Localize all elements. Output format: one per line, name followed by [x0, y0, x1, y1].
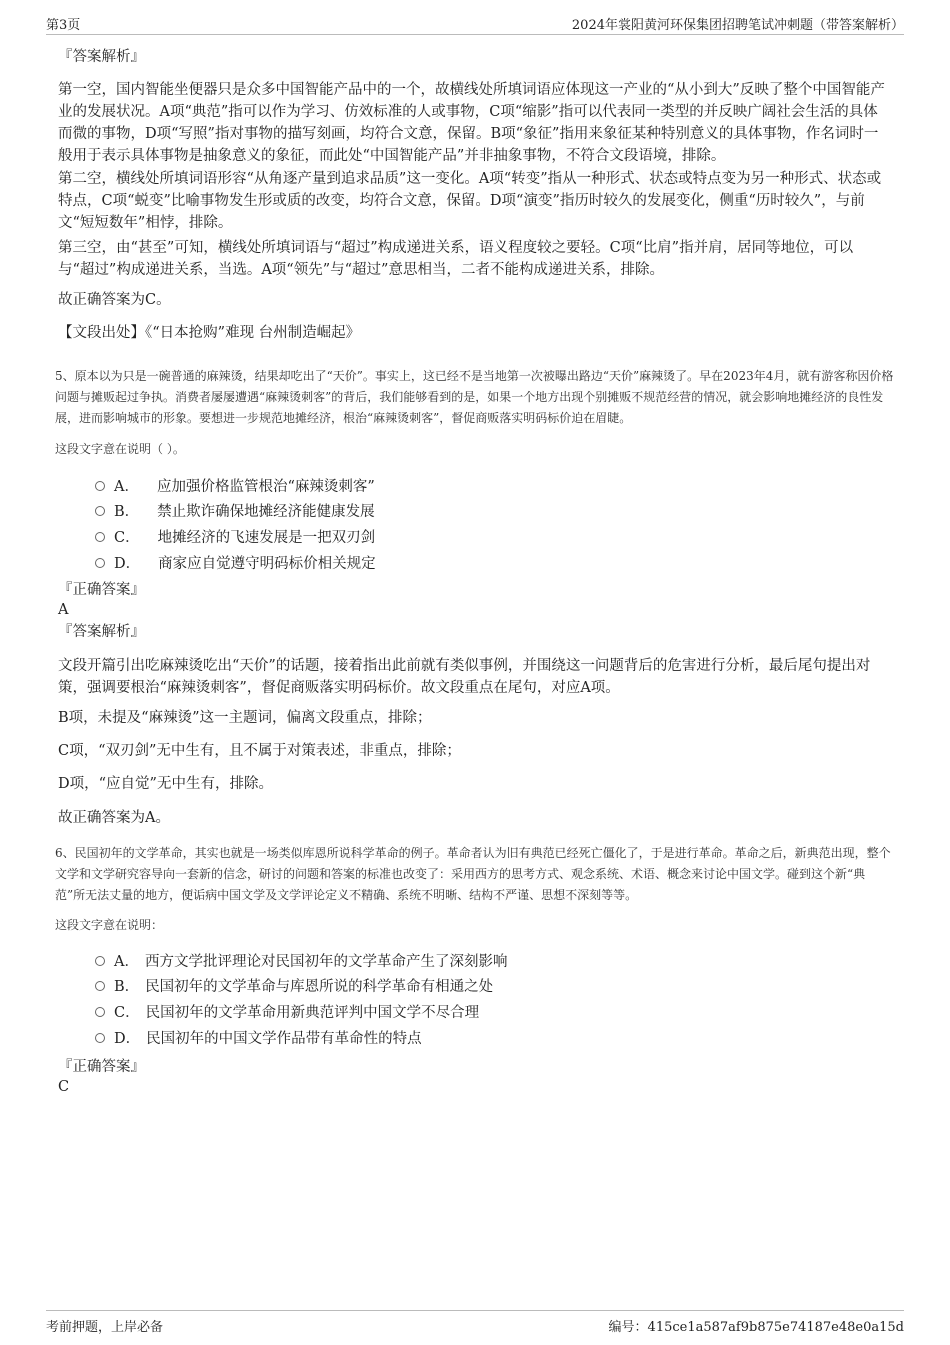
q6-option-a[interactable]: A． 西方文学批评理论对民国初年的文学革命产生了深刻影响 [95, 952, 507, 972]
q4-conclusion: 故正确答案为C。 [58, 292, 171, 308]
q4-analysis-label: 『答案解析』 [58, 49, 145, 65]
document-id: 编号：415ce1a587af9b875e74187e48e0a15d [608, 1320, 904, 1335]
q4-analysis-p2: 第二空，横线处所填词语形容“从角逐产量到追求品质”这一变化。A项“转变”指从一种形式、状态或特点变为另一种形式、状态或特点，C项“蜕变”比喻事物发生形或质的改变，均符合文意，保留。D项“演变”指历时较久的发展变化，侧重“历时较久”，与前文“短短数年”相悖，排除。 [58, 171, 882, 231]
radio-icon[interactable] [95, 1007, 105, 1017]
q6-option-d[interactable]: D． 民国初年的中国文学作品带有革命性的特点 [95, 1029, 422, 1049]
radio-icon[interactable] [95, 558, 105, 568]
page-number: 第3页 [46, 18, 81, 33]
q5-prompt: 这段文字意在说明（ ）。 [55, 442, 185, 456]
q5-analysis-label: 『答案解析』 [58, 624, 145, 640]
q5-answer-label: 『正确答案』 [58, 582, 145, 598]
radio-icon[interactable] [95, 956, 105, 966]
q5-option-c[interactable]: C． 地摊经济的飞速发展是一把双刃剑 [95, 528, 375, 548]
page-footer [46, 1310, 904, 1335]
q6-option-b[interactable]: B． 民国初年的文学革命与库恩所说的科学革命有相通之处 [95, 977, 493, 997]
radio-icon[interactable] [95, 981, 105, 991]
radio-icon[interactable] [95, 532, 105, 542]
radio-icon[interactable] [95, 481, 105, 491]
q6-prompt: 这段文字意在说明： [55, 918, 164, 932]
document-title: 2024年裳阳黄河环保集团招聘笔试冲刺题（带答案解析） [571, 18, 904, 33]
q5-analysis-p1: 文段开篇引出吃麻辣烫吃出“天价”的话题，接着指出此前就有类似事例，并围绕这一问题背后的危害进行分析，最后尾句提出对策，强调要根治“麻辣烫刺客”，督促商贩落实明码标价。故文段重点在尾句，对应A项。 [58, 658, 871, 696]
q6-answer: C [58, 1079, 70, 1095]
footer-slogan: 考前押题，上岸必备 [46, 1320, 164, 1335]
q5-option-d[interactable]: D． 商家应自觉遵守明码标价相关规定 [95, 554, 376, 574]
q5-option-a[interactable]: A． 应加强价格监管根治“麻辣烫刺客” [95, 477, 375, 497]
q4-source: 【文段出处】《“日本抢购”难现 台州制造崛起》 [58, 325, 361, 341]
q5-conclusion: 故正确答案为A。 [58, 810, 170, 826]
q5-analysis-p2: B项，未提及“麻辣烫”这一主题词，偏离文段重点，排除； [58, 710, 432, 726]
q5-answer: A [58, 602, 69, 618]
page-header [46, 12, 904, 35]
q4-analysis-p1: 第一空，国内智能坐便器只是众多中国智能产品中的一个，故横线处所填词语应体现这一产业的“从小到大”反映了整个中国智能产业的发展状况。A项“典范”指可以作为学习、仿效标准的人或事物，C项“缩影”指可以代表同一类型的并反映广阔社会生活的具体而微的事物，D项“写照”指对事物的描写刻画，均符合文意，保留。B项“象征”指用来象征某种特别意义的具体事物，作名词时一般用于表示具体事物是抽象意义的象征，而此处“中国智能产品”并非抽象事物，不符合文段语境，排除。 [58, 82, 885, 164]
q6-stem: 6、民国初年的文学革命，其实也就是一场类似库恩所说科学革命的例子。革命者认为旧有典范已经死亡僵化了，于是进行革命。革命之后，新典范出现，整个文学和文学研究容导向一套新的信念，研讨的问题和答案的标准也改变了：采用西方的思考方式、观念系统、术语、概念来讨论中国文学。碰到这个新“典范”所无法丈量的地方，便诟病中国文学及文学评论定义不精确、系统不明晰、结构不严谨、思想不深刻等等。 [55, 846, 891, 902]
q6-answer-label: 『正确答案』 [58, 1059, 145, 1075]
q5-analysis-p4: D项，“应自觉”无中生有，排除。 [58, 776, 273, 792]
q6-option-c[interactable]: C． 民国初年的文学革命用新典范评判中国文学不尽合理 [95, 1003, 479, 1023]
q5-analysis-p3: C项，“双刃剑”无中生有，且不属于对策表述，非重点，排除； [58, 743, 461, 759]
radio-icon[interactable] [95, 1033, 105, 1043]
q5-stem: 5、原本以为只是一碗普通的麻辣烫，结果却吃出了“天价”。事实上，这已经不是当地第一次被曝出路边“天价”麻辣烫了。早在2023年4月，就有游客称因价格问题与摊贩起过争执。消费者屡屡遭遇“麻辣烫刺客”的背后，我们能够看到的是，如果一个地方出现个别摊贩不规范经营的情况，就会影响地摊经济的良性发展，进而影响城市的形象。要想进一步规范地摊经济，根治“麻辣烫刺客”，督促商贩落实明码标价迫在眉睫。 [55, 369, 894, 425]
radio-icon[interactable] [95, 506, 105, 516]
q5-option-b[interactable]: B． 禁止欺诈确保地摊经济能健康发展 [95, 502, 375, 522]
q4-analysis-p3: 第三空，由“甚至”可知，横线处所填词语与“超过”构成递进关系，语义程度较之要轻。C项“比肩”指并肩，居同等地位，可以与“超过”构成递进关系，当选。A项“领先”与“超过”意思相当，二者不能构成递进关系，排除。 [58, 240, 854, 278]
